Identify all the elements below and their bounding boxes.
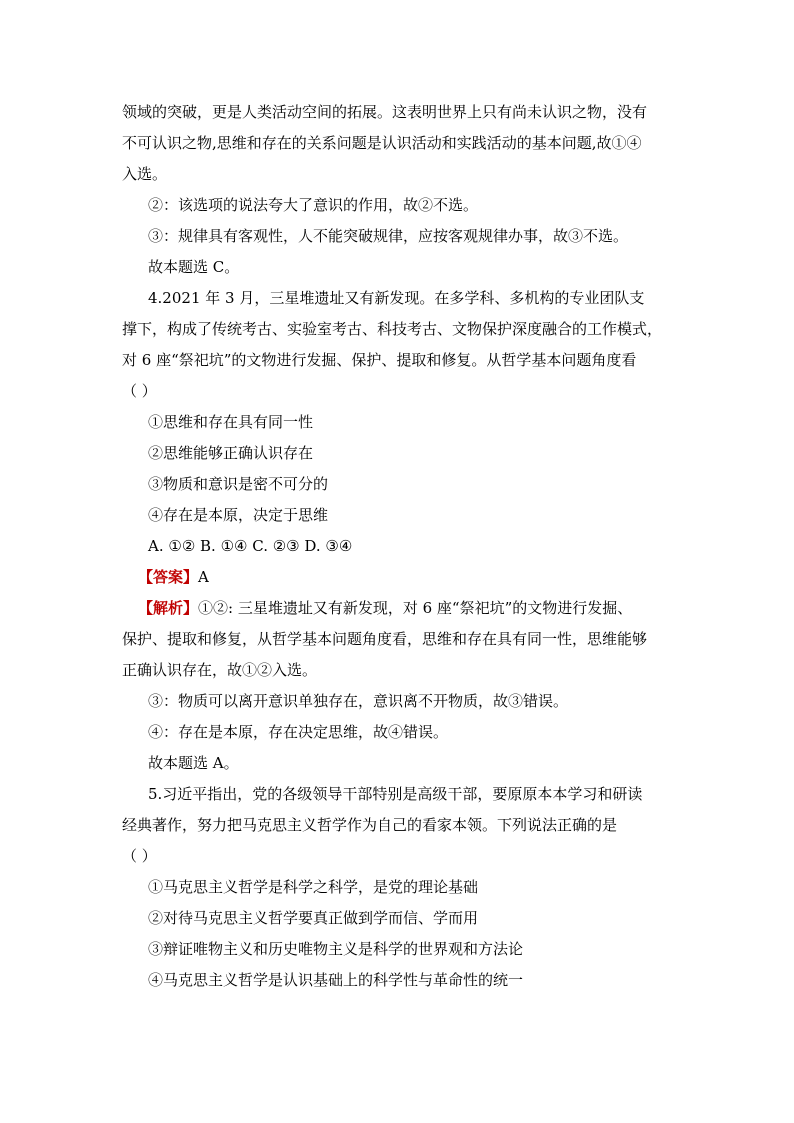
- option-statement: ④存在是本原，决定于思维: [148, 506, 329, 524]
- answer-choices: A. ①② B. ①④ C. ②③ D. ③④: [148, 537, 353, 555]
- question-5-stem: 5.习近平指出，党的各级领导干部特别是高级干部，要原原本本学习和研读: [148, 785, 643, 803]
- option-statement: ②思维能够正确认识存在: [148, 444, 314, 462]
- text-line: ④：存在是本原，存在决定思维，故④错误。: [148, 723, 449, 741]
- text-line: 故本题选 C。: [148, 258, 240, 276]
- text-line: ③：物质可以离开意识单独存在，意识离不开物质，故③错误。: [148, 692, 569, 710]
- text-line: 入选。: [122, 165, 168, 183]
- text-line: 经典著作，努力把马克思主义哲学作为自己的看家本领。下列说法正确的是: [122, 816, 618, 834]
- text-line: 保护、提取和修复，从哲学基本问题角度看，思维和存在具有同一性，思维能够: [122, 630, 648, 648]
- analysis-line: 【解析】①②: 三星堆遗址又有新发现，对 6 座“祭祀坑”的文物进行发掘、: [138, 599, 633, 617]
- option-statement: ①思维和存在具有同一性: [148, 413, 314, 431]
- answer-tag: 【答案】: [138, 568, 199, 586]
- text-line: 不可认识之物,思维和存在的关系问题是认识活动和实践活动的基本问题,故①④: [122, 134, 642, 152]
- analysis-tag: 【解析】: [138, 599, 199, 617]
- option-statement: ②对待马克思主义哲学要真正做到学而信、学而用: [148, 909, 479, 927]
- text-line: 撑下，构成了传统考古、实验室考古、科技考古、文物保护深度融合的工作模式，: [122, 320, 663, 338]
- option-statement: ③物质和意识是密不可分的: [148, 475, 329, 493]
- text-line: ③：规律具有客观性，人不能突破规律，应按客观规律办事，故③不选。: [148, 227, 629, 245]
- option-statement: ③辩证唯物主义和历史唯物主义是科学的世界观和方法论: [148, 940, 524, 958]
- text-line: ②：该选项的说法夸大了意识的作用，故②不选。: [148, 196, 479, 214]
- question-4-stem: 4.2021 年 3 月，三星堆遗址又有新发现。在多学科、多机构的专业团队支: [148, 289, 645, 307]
- answer-line: 【答案】A: [138, 568, 209, 586]
- option-statement: ①马克思主义哲学是科学之科学，是党的理论基础: [148, 878, 479, 896]
- text-line: 正确认识存在，故①②入选。: [122, 661, 318, 679]
- text-line: 领域的突破，更是人类活动空间的拓展。这表明世界上只有尚未认识之物，没有: [122, 103, 648, 121]
- text-line: 对 6 座“祭祀坑”的文物进行发掘、保护、提取和修复。从哲学基本问题角度看: [122, 351, 637, 369]
- answer-blank: （ ）: [122, 382, 157, 400]
- option-statement: ④马克思主义哲学是认识基础上的科学性与革命性的统一: [148, 971, 524, 989]
- text-line: 故本题选 A。: [148, 754, 239, 772]
- answer-blank: （ ）: [122, 847, 157, 865]
